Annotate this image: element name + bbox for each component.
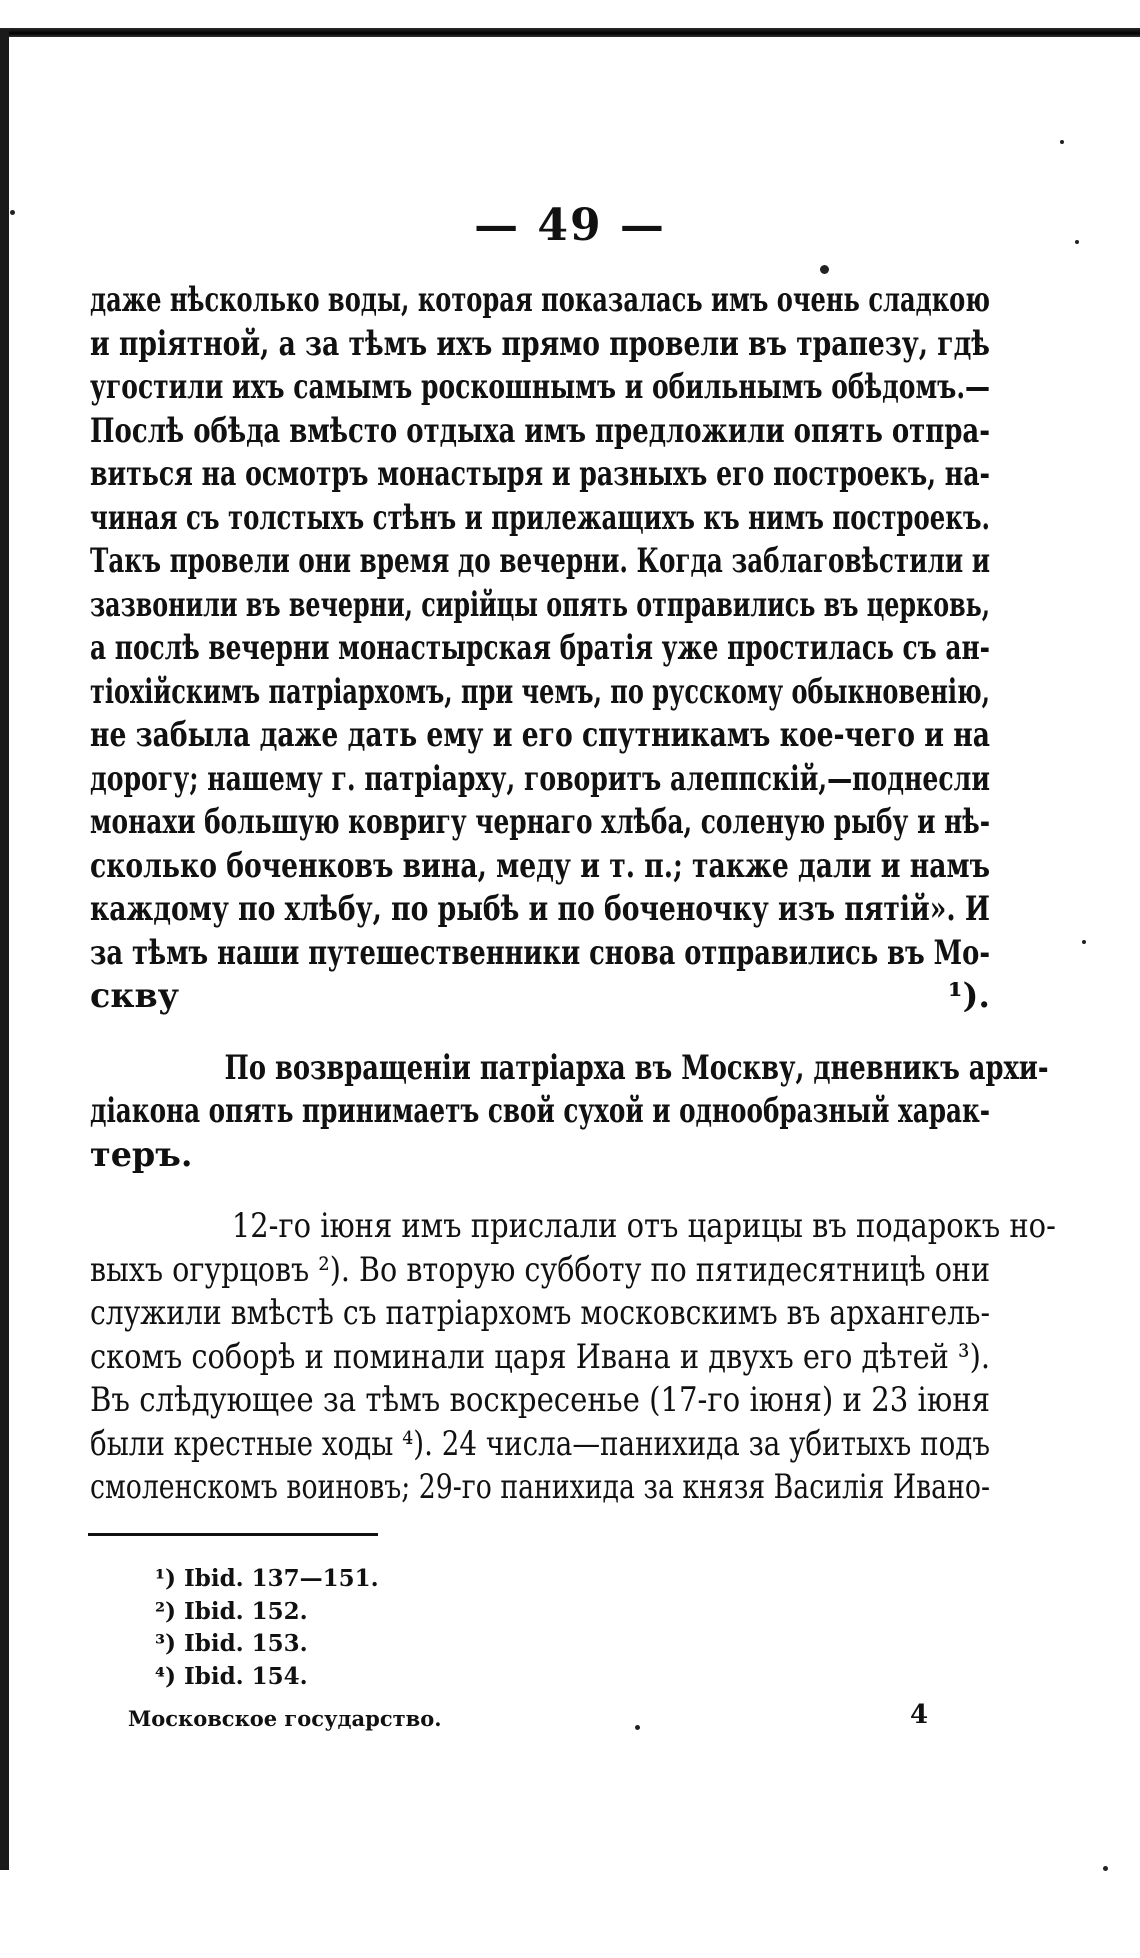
footnote-mark: ¹) [155, 1565, 176, 1592]
text-line: сколько боченковъ вина, меду и т. п.; также дали и намъ [90, 845, 990, 885]
footnote-mark: ⁴) [155, 1662, 176, 1690]
text-line: а послѣ вечерни монастырская братія уже простилась съ ан- [90, 628, 991, 667]
paragraph-1 [90, 278, 990, 1018]
text-line: дорогу; нашему г. патріарху, говоритъ алеппскій,—поднесли [90, 758, 990, 798]
text-line: за тѣмъ наши путешественники снова отправились въ Мо- [90, 932, 990, 972]
text-line: служили вмѣстѣ съ патріархомъ московскимъ въ архангель- [90, 1293, 990, 1332]
footnote-text: Ibid. 137—151. [183, 1565, 379, 1592]
scan-speck [1082, 940, 1086, 944]
left-page-edge [0, 30, 9, 1870]
page-number: — 49 — [474, 200, 666, 251]
footnote-mark: ²) [155, 1597, 176, 1625]
footnote-mark: ³) [155, 1630, 176, 1657]
scan-speck [10, 210, 15, 215]
footnote [155, 1596, 379, 1629]
text-line: монахи большую ковригу чернаго хлѣба, соленую рыбу и нѣ- [90, 802, 990, 841]
text-line: 12-го іюня имъ прислали отъ царицы въ подарокъ но- [231, 1206, 1056, 1245]
text-line: чиная съ толстыхъ стѣнъ и прилежащихъ къ нимъ построекъ. [90, 497, 990, 537]
footnotes [155, 1563, 379, 1693]
scan-speck [820, 265, 829, 274]
text-line: смоленскомъ воиновъ; 29-го панихида за князя Василія Ивано- [90, 1467, 990, 1506]
text-line: были крестные ходы ⁴). 24 числа—панихида за убитыхъ подъ [90, 1423, 990, 1463]
footnote-text: Ibid. 153. [183, 1630, 308, 1657]
paragraph-3 [90, 1204, 1056, 1509]
footnote-text: Ibid. 154. [183, 1662, 308, 1690]
text-line: діакона опять принимаетъ свой сухой и однообразный харак- [90, 1091, 990, 1130]
text-line: и пріятной, а за тѣмъ ихъ прямо провели въ трапезу, гдѣ [90, 323, 990, 363]
footnote [155, 1628, 379, 1661]
top-border-rule [0, 28, 1140, 37]
text-line: По возвращеніи патріарха въ Москву, дневникъ архи- [224, 1047, 1049, 1087]
text-line: выхъ огурцовъ ²). Во вторую субботу по пятидесятницѣ они [90, 1249, 990, 1289]
scan-speck [1060, 140, 1064, 144]
text-line: не забыла даже дать ему и его спутникамъ кое-чего и на [90, 715, 990, 754]
text-line: скву ¹). [90, 976, 990, 1015]
text-line: угостили ихъ самымъ роскошнымъ и обильнымъ обѣдомъ.— [90, 367, 990, 406]
text-line: тіохійскимъ патріархомъ, при чемъ, по русскому обыкновенію, [90, 671, 990, 711]
text-line: теръ. [90, 1134, 193, 1174]
footnote-text: Ibid. 152. [183, 1597, 308, 1625]
scan-speck [1075, 240, 1079, 244]
footnote [155, 1661, 379, 1694]
signature-mark: Московское государство. [128, 1706, 442, 1731]
text-line: зазвонили въ вечерни, сирійцы опять отправились въ церковь, [90, 584, 990, 624]
text-line: Послѣ обѣда вмѣсто отдыха имъ предложили опять отпра- [90, 410, 990, 450]
footnote [155, 1563, 379, 1596]
text-line: скомъ соборѣ и поминали царя Ивана и двухъ его дѣтей ³). [90, 1336, 990, 1376]
sheet-number: 4 [910, 1700, 929, 1730]
page-body [90, 278, 1056, 1509]
paragraph-2 [90, 1046, 1049, 1177]
text-line: каждому по хлѣбу, по рыбѣ и по боченочку изъ пятій». И [90, 889, 990, 928]
text-line: виться на осмотръ монастыря и разныхъ его построекъ, на- [90, 454, 990, 493]
scan-speck [1103, 1866, 1108, 1871]
text-line: Такъ провели они время до вечерни. Когда заблаговѣстили и [90, 541, 991, 580]
footnote-separator [88, 1533, 378, 1536]
text-line: Въ слѣдующее за тѣмъ воскресенье (17-го іюня) и 23 іюня [90, 1380, 990, 1419]
scan-speck [635, 1725, 640, 1730]
text-line: даже нѣсколько воды, которая показалась имъ очень сладкою [90, 280, 990, 319]
